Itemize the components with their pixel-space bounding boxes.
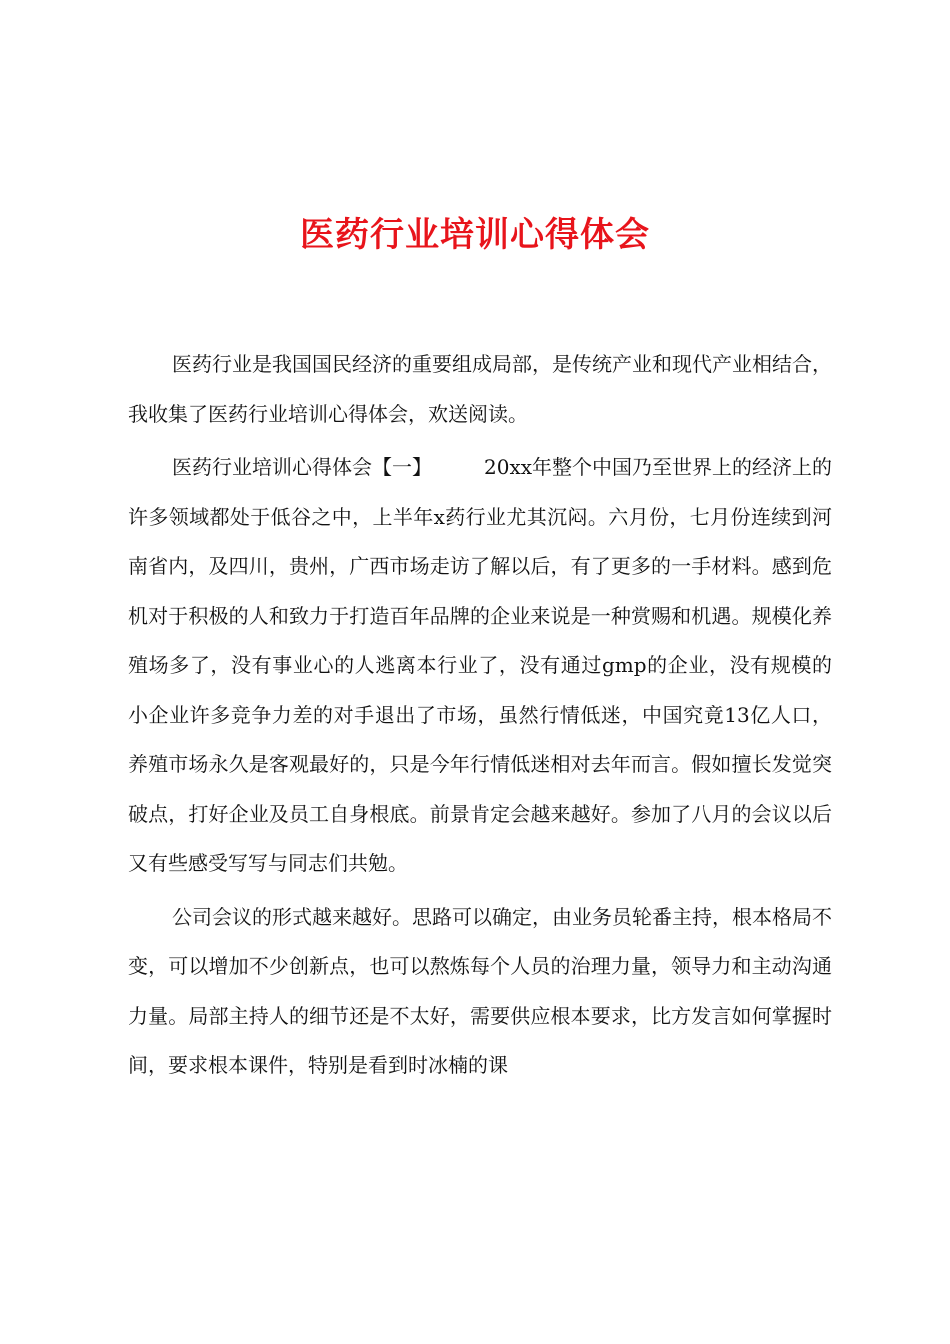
document-body (128, 340, 832, 1095)
section-heading: 医药行业培训心得体会【一】 (172, 455, 432, 479)
paragraph-intro (128, 340, 832, 439)
paragraph-text: 医药行业是我国国民经济的重要组成局部，是传统产业和现代产业相结合，我收集了医药行业培训心得体会，欢送阅读。 (128, 352, 832, 426)
paragraph-text: 公司会议的形式越来越好。思路可以确定，由业务员轮番主持，根本格局不变，可以增加不少创新点，也可以熬炼每个人员的治理力量，领导力和主动沟通力量。局部主持人的细节还是不太好，需要供应根本要求，比方发言如何掌握时间，要求根本课件，特别是看到时冰楠的课 (128, 904, 832, 1077)
paragraph-text: 20xx年整个中国乃至世界上的经济上的许多领域都处于低谷之中，上半年x药行业尤其沉闷。六月份，七月份连续到河南省内，及四川，贵州，广西市场走访了解以后，有了更多的一手材料。感到危机对于积极的人和致力于打造百年品牌的企业来说是一种赏赐和机遇。规模化养殖场多了，没有事业心的人逃离本行业了，没有通过gmp的企业，没有规模的小企业许多竞争力差的对手退出了市场，虽然行情低迷，中国究竟13亿人口，养殖市场永久是客观最好的，只是今年行情低迷相对去年而言。假如擅长发觉突破点，打好企业及员工自身根底。前景肯定会越来越好。参加了八月的会议以后又有些感受写写与同志们共勉。 (128, 455, 833, 875)
document-title: 医药行业培训心得体会 (300, 215, 650, 255)
paragraph-meeting (128, 893, 832, 1091)
paragraph-section-one (128, 443, 832, 889)
